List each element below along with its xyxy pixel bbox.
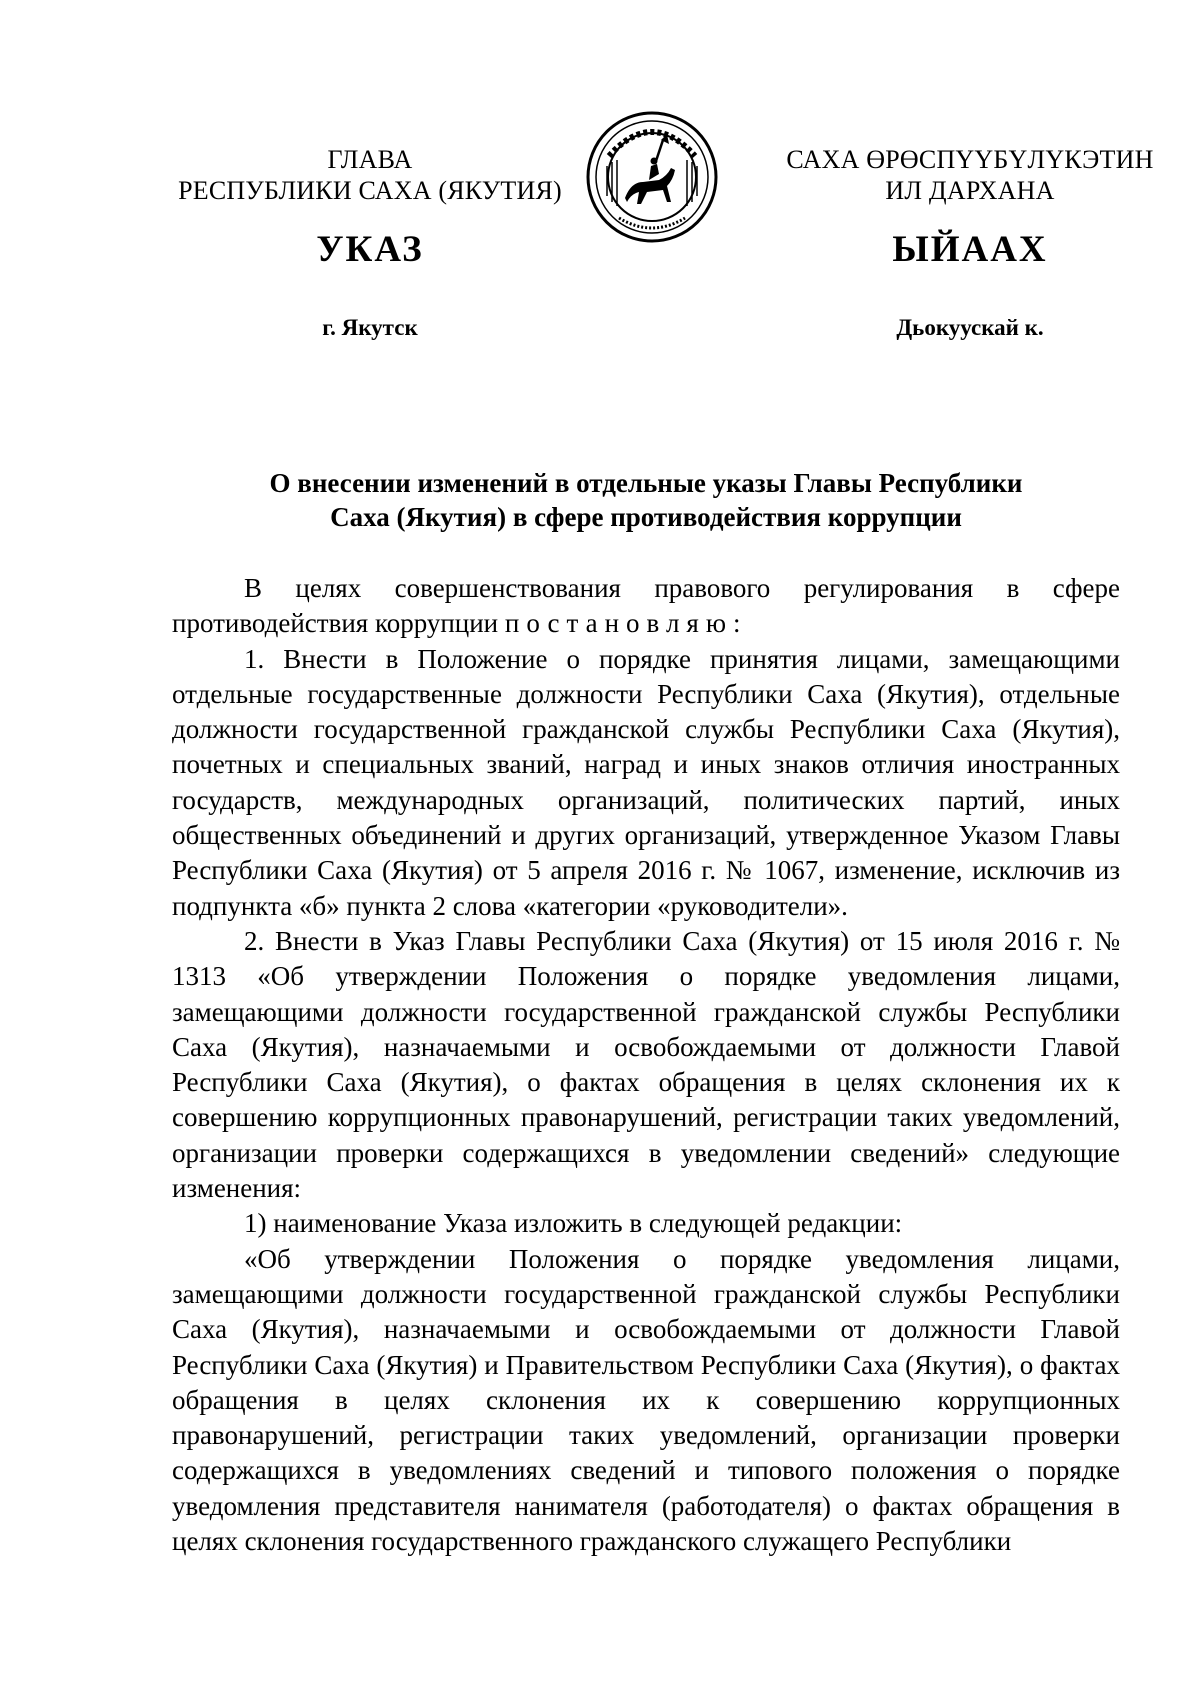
place-sah: Дьокуускай к. <box>896 315 1044 340</box>
paragraph-subitem-1: 1) наименование Указа изложить в следующей редакции: <box>244 1208 903 1239</box>
paragraph-item-2: 2. Внести в Указ Главы Республики Саха (Якутия) от 15 июля 2016 г. № 1313 «Об утверждении Положения о порядке уведомления лицами, замещающими должности государственной гражданской службы Республики Саха (Якутия), назначаемыми и освобождаемыми от должности Главой Республики Саха (Якутия), о фактах обращения в целях склонения их к совершению коррупционных правонарушений, регистрации таких уведомлений, организации проверки содержащихся в уведомлении сведений» следующие изменения: <box>172 925 1120 1204</box>
place-ru: г. Якутск <box>322 315 418 340</box>
preamble-text: В целях совершенствования правового регулирования в сфере противодействия коррупции <box>172 573 1120 639</box>
header-right-block <box>760 144 1180 206</box>
header-left-line1: ГЛАВА <box>327 145 413 174</box>
header-right-line1: САХА ӨРӨСПҮҮБҮЛҮКЭТИН <box>786 145 1154 174</box>
paragraph-item-1: 1. Внести в Положение о порядке принятия лицами, замещающими отдельные государственные должности Республики Саха (Якутия), отдельные должности государственной гражданской службы Республики Саха (Якутия), почетных и специальных званий, наград и иных знаков отличия иностранных государств, международных организаций, политических партий, иных общественных объединений и других организаций, утвержденное Указом Главы Республики Саха (Якутия) от 5 апреля 2016 г. № 1067, изменение, исключив из подпункта «б» пункта 2 слова «категории «руководители». <box>172 643 1120 921</box>
header-left-line2: РЕСПУБЛИКИ САХА (ЯКУТИЯ) <box>178 176 562 205</box>
coat-of-arms-icon <box>585 110 719 244</box>
decree-heading-ru: УКАЗ <box>316 229 424 270</box>
paragraph-preamble <box>172 571 1120 642</box>
decree-heading-sah: ЫЙААХ <box>892 229 1048 270</box>
preamble-resolve: постановляю: <box>504 608 748 639</box>
document-title-line1: О внесении изменений в отдельные указы Главы Республики <box>269 468 1023 498</box>
header-right-line2: ИЛ ДАРХАНА <box>885 176 1055 205</box>
document-title-line2: Саха (Якутия) в сфере противодействия коррупции <box>330 502 962 532</box>
document-title <box>172 466 1120 534</box>
header-left-block <box>150 144 590 206</box>
document-body <box>172 571 1120 1559</box>
paragraph-quoted-title: «Об утверждении Положения о порядке уведомления лицами, замещающими должности государственной гражданской службы Республики Саха (Якутия), назначаемыми и освобождаемыми от должности Главой Республики Саха (Якутия) и Правительством Республики Саха (Якутия), о фактах обращения в целях склонения их к совершению коррупционных правонарушений, регистрации таких уведомлений, организации проверки содержащихся в уведомлениях сведений и типового положения о порядке уведомления представителя нанимателя (работодателя) о фактах обращения в целях склонения государственного гражданского служащего Республики <box>172 1243 1120 1557</box>
